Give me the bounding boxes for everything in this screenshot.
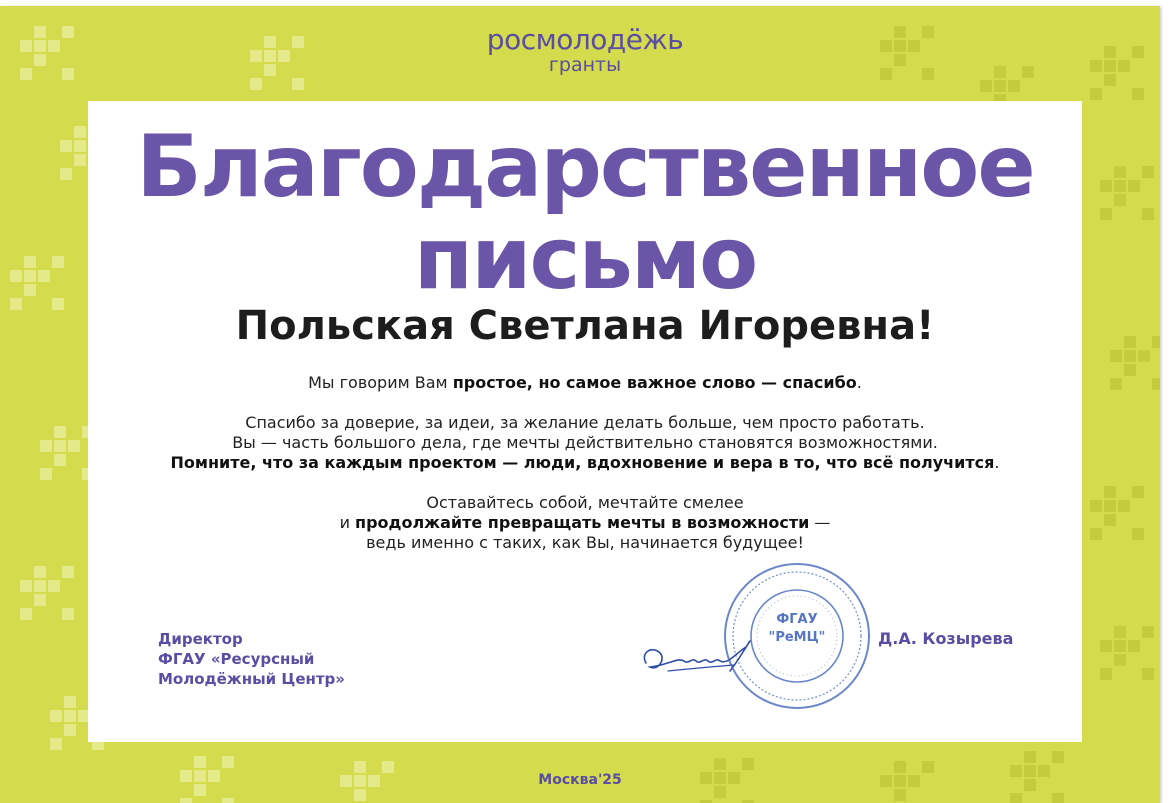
pattern-pixel [1128, 180, 1140, 192]
pattern-pixel [1114, 194, 1126, 206]
logo-sub-text: гранты [548, 54, 622, 76]
pattern-pixel [1142, 668, 1154, 680]
signer-name: Д.А. Козырева [878, 629, 1014, 648]
logo-main-text: росмолодёжь [486, 23, 684, 56]
stamp-text [722, 611, 872, 647]
paragraph-2-line-1: Спасибо за доверие, за идеи, за желание делать больше, чем просто работать. [245, 413, 925, 432]
brand-logo [0, 24, 1170, 74]
pattern-pixel [52, 256, 64, 268]
p2-end: . [994, 453, 1000, 472]
pattern-pixel [1100, 668, 1112, 680]
pattern-pixel [50, 710, 62, 722]
director-title [158, 629, 345, 689]
director-line-1: Директор [158, 630, 243, 648]
pattern-pixel [1110, 378, 1122, 390]
pattern-pixel [222, 798, 234, 803]
pattern-pixel [714, 758, 726, 770]
pattern-pixel [54, 440, 66, 452]
pattern-pixel [1114, 180, 1126, 192]
p2-bold: Помните, что за каждым проектом — люди, вдохновение и вера в то, что всё получится [170, 453, 995, 472]
pattern-pixel [1124, 364, 1136, 376]
pattern-pixel [354, 789, 366, 801]
stamp-line-2: "РеМЦ" [768, 630, 826, 645]
paragraph-3-line-1: Оставайтесь собой, мечтайте смелее [426, 493, 744, 512]
pattern-pixel [34, 566, 46, 578]
pattern-pixel [1104, 74, 1116, 86]
pattern-pixel [180, 798, 192, 803]
pattern-pixel [60, 168, 72, 180]
pattern-pixel [1152, 336, 1160, 348]
pattern-pixel [40, 440, 52, 452]
pattern-pixel [1090, 500, 1102, 512]
title-line-2: письмо [413, 209, 757, 309]
pattern-pixel [24, 256, 36, 268]
pattern-pixel [292, 78, 304, 90]
pattern-pixel [1142, 208, 1154, 220]
p3-dash: — [809, 513, 831, 532]
pattern-pixel [222, 756, 234, 768]
pattern-pixel [50, 738, 62, 750]
pattern-pixel [52, 298, 64, 310]
pattern-pixel [1124, 350, 1136, 362]
pattern-pixel [64, 710, 76, 722]
pattern-pixel [64, 696, 76, 708]
pattern-pixel [62, 566, 74, 578]
letter-title [88, 117, 1082, 309]
pattern-pixel [10, 298, 22, 310]
p3-prefix: и [339, 513, 356, 532]
stamp-line-1: ФГАУ [776, 612, 818, 627]
p1-bold: простое, но самое важное слово — спасибо [452, 373, 857, 392]
pattern-pixel [68, 440, 80, 452]
pattern-pixel [10, 270, 22, 282]
pattern-pixel [250, 78, 262, 90]
title-line-1: Благодарственное [136, 117, 1034, 217]
pattern-pixel [1114, 654, 1126, 666]
pattern-pixel [980, 80, 992, 92]
pattern-pixel [1132, 528, 1144, 540]
pattern-pixel [994, 80, 1006, 92]
pattern-pixel [1090, 88, 1102, 100]
pattern-pixel [38, 270, 50, 282]
paragraph-3-line-3: ведь именно с таких, как Вы, начинается будущее! [366, 533, 804, 552]
pattern-pixel [74, 154, 86, 166]
paragraph-1 [88, 373, 1082, 393]
p1-text: Мы говорим Вам [308, 373, 453, 392]
pattern-pixel [40, 468, 52, 480]
pattern-pixel [20, 608, 32, 620]
pattern-pixel [1100, 208, 1112, 220]
pattern-pixel [1100, 180, 1112, 192]
pattern-pixel [64, 724, 76, 736]
pattern-pixel [1114, 626, 1126, 638]
pattern-pixel [1104, 500, 1116, 512]
pattern-pixel [1110, 350, 1122, 362]
pattern-pixel [1090, 528, 1102, 540]
pattern-pixel [1114, 166, 1126, 178]
p3-bold: продолжайте превращать мечты в возможности [355, 513, 810, 532]
pattern-pixel [1142, 626, 1154, 638]
pattern-pixel [1100, 640, 1112, 652]
pattern-pixel [1118, 500, 1130, 512]
official-stamp [722, 561, 872, 711]
pattern-pixel [1114, 640, 1126, 652]
pattern-pixel [60, 140, 72, 152]
pattern-pixel [1024, 751, 1036, 763]
pattern-pixel [894, 789, 906, 801]
letter-body [88, 373, 1082, 553]
pattern-pixel [62, 608, 74, 620]
pattern-pixel [1052, 751, 1064, 763]
footer-city-year: Москва'25 [538, 772, 622, 788]
paragraph-3-line-2 [88, 513, 1082, 533]
recipient-name: Польская Светлана Игоревна! [235, 303, 935, 349]
pattern-pixel [74, 140, 86, 152]
director-line-3: Молодёжный Центр» [158, 670, 345, 688]
pattern-pixel [1124, 336, 1136, 348]
p1-end: . [856, 373, 862, 392]
pattern-pixel [1010, 793, 1022, 803]
pattern-pixel [74, 126, 86, 138]
pattern-pixel [742, 758, 754, 770]
letter-card [88, 101, 1082, 742]
pattern-pixel [54, 426, 66, 438]
pattern-pixel [194, 756, 206, 768]
pattern-pixel [1104, 486, 1116, 498]
paragraph-2-line-3 [88, 453, 1082, 473]
pattern-pixel [48, 580, 60, 592]
pattern-pixel [1008, 80, 1020, 92]
pattern-pixel [1128, 640, 1140, 652]
pattern-pixel [1104, 514, 1116, 526]
paragraph-2-line-2: Вы — часть большого дела, где мечты действительно становятся возможностями. [232, 433, 938, 452]
pattern-pixel [34, 594, 46, 606]
pattern-pixel [1132, 88, 1144, 100]
pattern-pixel [34, 580, 46, 592]
pattern-pixel [54, 454, 66, 466]
pattern-pixel [1138, 350, 1150, 362]
pattern-pixel [1152, 378, 1160, 390]
pattern-pixel [1052, 793, 1064, 803]
pattern-pixel [1142, 166, 1154, 178]
pattern-pixel [20, 580, 32, 592]
pattern-pixel [24, 284, 36, 296]
pattern-pixel [1132, 486, 1144, 498]
director-line-2: ФГАУ «Ресурсный [158, 650, 315, 668]
pattern-pixel [24, 270, 36, 282]
